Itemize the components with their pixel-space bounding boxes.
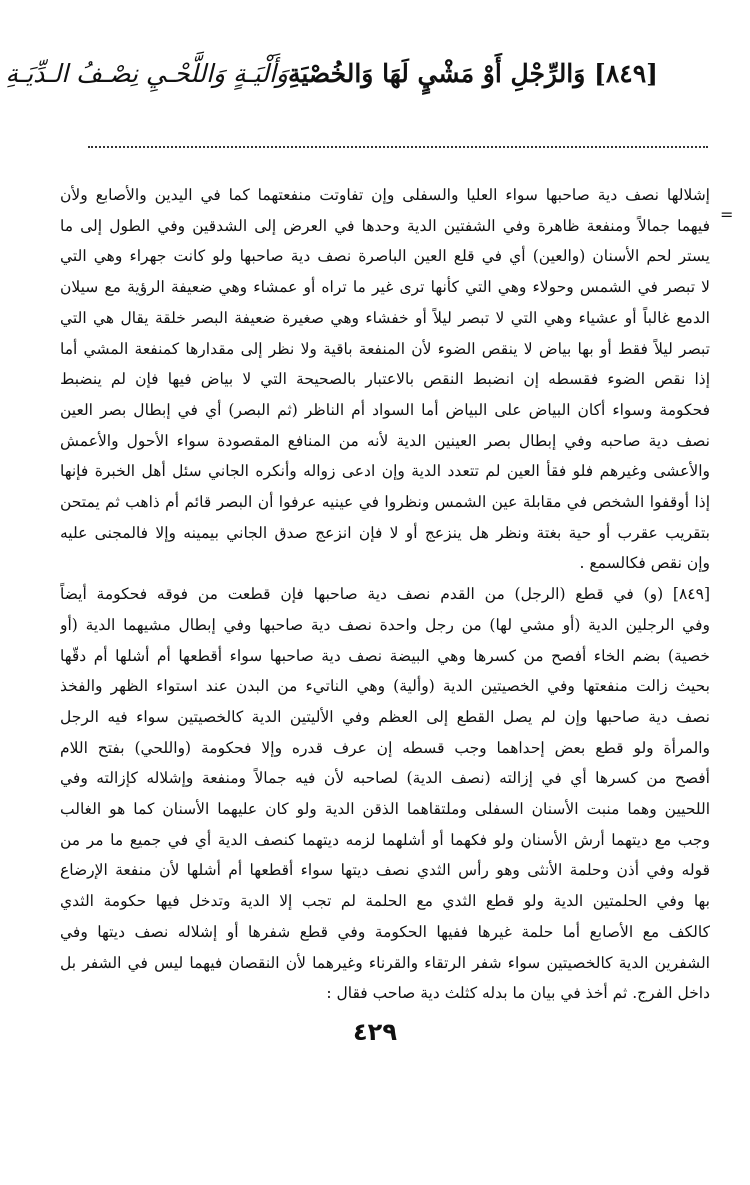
text-line: [٨٤٩] (و) في قطع (الرجل) من القدم نصف دية صاحبها فإن قطعت من فوقه فحكومة أيضاً: [60, 585, 710, 604]
text-line: خصية) بضم الخاء أفصح من كسرها وهي البيضة نصف دية صاحبها سواء أقطعها أم أشلها أم دقّها: [60, 646, 710, 665]
paragraph-commentary-2: [60, 579, 710, 1009]
text-line: فحكومة وسواء أكان البياض على البياض أما السواد أم الناظر (ثم البصر) أي في إبطال بصر العين: [60, 400, 710, 419]
text-line: الدمع غالباً أو عشياء وهي التي لا تبصر ليلاً أو خفشاء وهي صغيرة ضعيفة البصر خلقة يقال هي التي: [60, 308, 710, 327]
text-line: وفي الرجلين الدية (أو مشي لها) من رجل واحدة نصف دية صاحبها وفي إبطال مشيهما الدية (أو: [60, 615, 710, 634]
page-body: [60, 180, 710, 1009]
page-number: ٤٢٩: [353, 1018, 397, 1046]
text-line: وجب مع ديتهما أرش الأسنان ولو فكهما أو أشلهما لزمه ديتهما كنصف الدية أي في جميع ما مر من: [60, 830, 710, 849]
paragraph-commentary-1: [60, 180, 710, 579]
text-line: الشفرين الدية كالخصيتين سواء شفر الرتقاء والقرناء وغيرهما لأن النقصان فيهما ليس في الشفر بل: [60, 953, 710, 972]
text-line: والأعشى وغيرهم فلو فقأ العين لم تتعدد الدية وإن ادعى زواله وأنكره الجاني سئل أهل الخبرة فإنها: [60, 462, 710, 481]
text-line: بها وفي الحلمتين الدية ولو قطع الثدي مع الحلمة لم تجب إلا الدية وتدخل فيها حكومة الثدي: [60, 892, 710, 911]
text-line: تبصر ليلاً فقط أو بها بياض لا ينقص الضوء لأن المنفعة باقية ولا نظر إلى مقدارها كمنفعة المشي أما: [60, 339, 710, 358]
text-line: إذا أوقفوا الشخص في مقابلة عين الشمس ونظروا في عينيه عرفوا أن البصر قائم أم ذاهب ثم يمتحن: [60, 493, 710, 512]
text-line: لا تبصر في الشمس وحولاء وهي التي كأنها ترى غير ما تراه أو عمشاء وهي ضعيفة الرؤية مع سيلان: [60, 278, 710, 297]
text-line: نصف دية صاحبها وإن لم يصل القطع إلى العظم وفي الأليتين الدية كالخصيتين سواء فيه الرجل: [60, 707, 710, 726]
text-line: يستر لحم الأسنان (والعين) أي في قلع العين الباصرة نصف دية صاحبها ولو كانت جهراء وهي التي: [60, 247, 710, 266]
text-line: إذا نقص الضوء فقسطه إن انضبط النقص بالاعتبار بالصحيحة التي لا بياض فيها فإن لم ينضبط: [60, 370, 710, 389]
text-line: والمرأة ولو قطع بعض إحداهما وجب قسطه إن عرف قدره وإلا فحكومة (واللحي) بفتح اللام: [60, 738, 710, 757]
text-line: قوله وفي أذن وحلمة الأنثى وهو رأس الثدي نصف ديتها سواء أقطعها أم أشلها لأن منفعة الإرضاع: [60, 861, 710, 880]
header-verse-right: [٨٤٩] وَالرِّجْلِ أَوْ مَشْيٍ لَهَا وَالخُصْيَةِ: [287, 58, 658, 88]
header-verse-left: وَأَلْيَـةٍ وَاللَّحْـيِ نِصْـفُ الـدِّيَـةِ: [5, 58, 288, 88]
dotted-divider: [88, 146, 708, 148]
text-line: داخل الفرج. ثم أخذ في بيان ما بدله كثلث دية صاحب فقال :: [326, 984, 710, 1003]
text-line: بتقريب عقرب أو حية بغتة ونظر هل ينزعج أو لا فإن انزعج صدق الجاني بيمينه وإلا فالمجنى عليه: [60, 523, 710, 542]
text-line: بحيث زالت منفعتها وفي الخصيتين الدية (وألية) وهي الناتيء من البدن عند استواء الظهر والفخذ: [60, 677, 710, 696]
text-line: وإن نقص فكالسمع .: [579, 554, 710, 573]
text-line: نصف دية صاحبه وفي إبطال بصر العينين الدية لأنه من المنافع المقصودة سواء الأحول والأعمش: [60, 431, 710, 450]
page-header: [5, 48, 658, 98]
text-line: أفصح من كسرها أي في إزالته (نصف الدية) لصاحبه لأن فيه جمالاً ومنفعة وإشلاله كإزالته وفي: [60, 769, 710, 788]
text-line: اللحيين وهما منبت الأسنان السفلى وملتقاهما الذقن الدية ولو كان عليهما الأسنان كما هو الغالب: [60, 800, 710, 819]
text-line: فيهما جمالاً ومنفعة ظاهرة وفي الشفتين الدية وحدها في العرض إلى الشدقين وفي الطول إلى ما: [60, 216, 710, 235]
text-line: كالكف مع الأصابع أما حلمة غيرها ففيها الحكومة وفي قطع شفرها أو إشلاله نصف ديتها وفي: [60, 922, 710, 941]
text-line: إشلالها نصف دية صاحبها سواء العليا والسفلى وإن تفاوتت منفعتهما كما في اليدين والأصابع ولأن: [60, 186, 710, 204]
continuation-mark: =: [720, 205, 734, 224]
